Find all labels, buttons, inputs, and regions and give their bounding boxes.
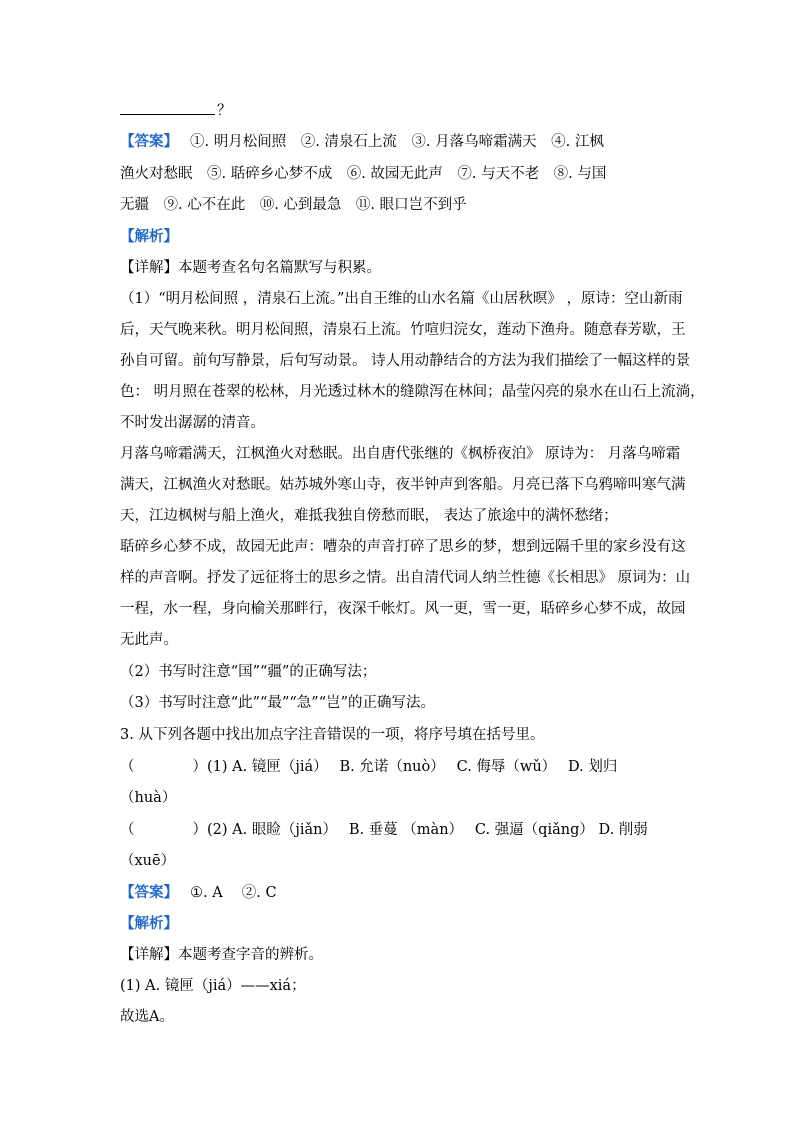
paragraph-line: 色： 明月照在苍翠的松林，月光透过林木的缝隙泻在林间；晶莹闪亮的泉水在山石上流淌， (120, 384, 705, 400)
question3-item1-line2: （huà） (120, 790, 177, 806)
detail1-tag: 【详解】 (120, 260, 178, 276)
question3-stem: 3. 从下列各题中找出加点字注音错误的一项，将序号填在括号里。 (120, 727, 545, 743)
paragraph-line: （3）书写时注意“此”“最”“急”“岂”的正确写法。 (120, 695, 436, 711)
paragraph-line: （1）“明月松间照 ，清泉石上流。”出自王维的山水名篇《山居秋暝》 ，原诗：空山新雨 (120, 291, 683, 307)
paragraph-line: 无此声。 (120, 632, 178, 648)
analysis1-detail: 【详解】本题考查名句名篇默写与积累。 (120, 260, 381, 276)
paragraph-line: 聒碎乡心梦不成，故园无此声：嘈杂的声音打碎了思乡的梦，想到远隔千里的家乡没有这 (120, 539, 686, 555)
paragraph-line: 后，天气晚来秋。明月松间照，清泉石上流。竹喧归浣女，莲动下渔舟。随意春芳歇，王 (120, 322, 686, 338)
paragraph-line: 样的声音啊。抒发了远征将士的思乡之情。出自清代词人纳兰性德《长相思》 原词为：山 (120, 570, 691, 586)
blank-end-mark: ？ (217, 103, 232, 119)
paragraph-line: 满天，江枫渔火对愁眠。姑苏城外寒山寺，夜半钟声到客船。月亮已落下乌鸦啼叫寒气满 (120, 477, 686, 493)
answer1-line3: 无疆 ⑨. 心不在此 ⑩. 心到最急 ⑪. 眼口岂不到乎 (120, 197, 467, 213)
detail2-tag: 【详解】 (120, 947, 178, 963)
paragraph-line: 不时发出潺潺的清音。 (120, 415, 265, 431)
analysis1-tag: 【解析】 (120, 228, 178, 245)
analysis2-tag: 【解析】 (120, 915, 178, 932)
answer1-line1: 【答案】 ①. 明月松间照 ②. 清泉石上流 ③. 月落乌啼霜满天 ④. 江枫 (120, 133, 604, 150)
paragraph-line: 孙自可留。前句写静景，后句写动景。 诗人用动静结合的方法为我们描绘了一幅这样的景 (120, 353, 691, 369)
analysis2-detail: 【详解】本题考查字音的辨析。 (120, 947, 323, 963)
analysis2-line2: 故选A。 (120, 1009, 174, 1025)
paragraph-line: 一程，水一程，身向榆关那畔行，夜深千帐灯。风一更，雪一更，聒碎乡心梦不成，故园 (120, 601, 686, 617)
paragraph-line: 月落乌啼霜满天，江枫渔火对愁眠。出自唐代张继的《枫桥夜泊》 原诗为： 月落乌啼霜 (120, 446, 681, 462)
answer1-tag: 【答案】 (120, 133, 178, 150)
answer1-line2: 渔火对愁眠 ⑤. 聒碎乡心梦不成 ⑥. 故园无此声 ⑦. 与天不老 ⑧. 与国 (120, 166, 607, 182)
answer2-tag: 【答案】 (120, 884, 178, 901)
paragraph-line: （2）书写时注意“国”“疆”的正确写法； (120, 664, 377, 680)
paragraph-line: 天，江边枫树与船上渔火，难抵我独自傍愁而眠， 表达了旅途中的满怀愁绪； (120, 508, 618, 524)
analysis2-line1: (1) A. 镜匣（jiá）——xiá； (120, 978, 306, 994)
question3-item1-line1: （ ）(1) A. 镜匣（jiá） B. 允诺（nuò） C. 侮辱（wǔ） D. 划归 (120, 759, 618, 775)
question3-item2-line2: （xuē） (120, 853, 176, 869)
answer-blank (120, 100, 215, 115)
answer2-line: 【答案】 ①. A ②. C (120, 884, 277, 901)
fill-blank-line (120, 100, 232, 122)
question3-item2-line1: （ ）(2) A. 眼睑（jiǎn） B. 垂蔓 （màn） C. 强逼（qiǎng） D. 削弱 (120, 822, 648, 838)
